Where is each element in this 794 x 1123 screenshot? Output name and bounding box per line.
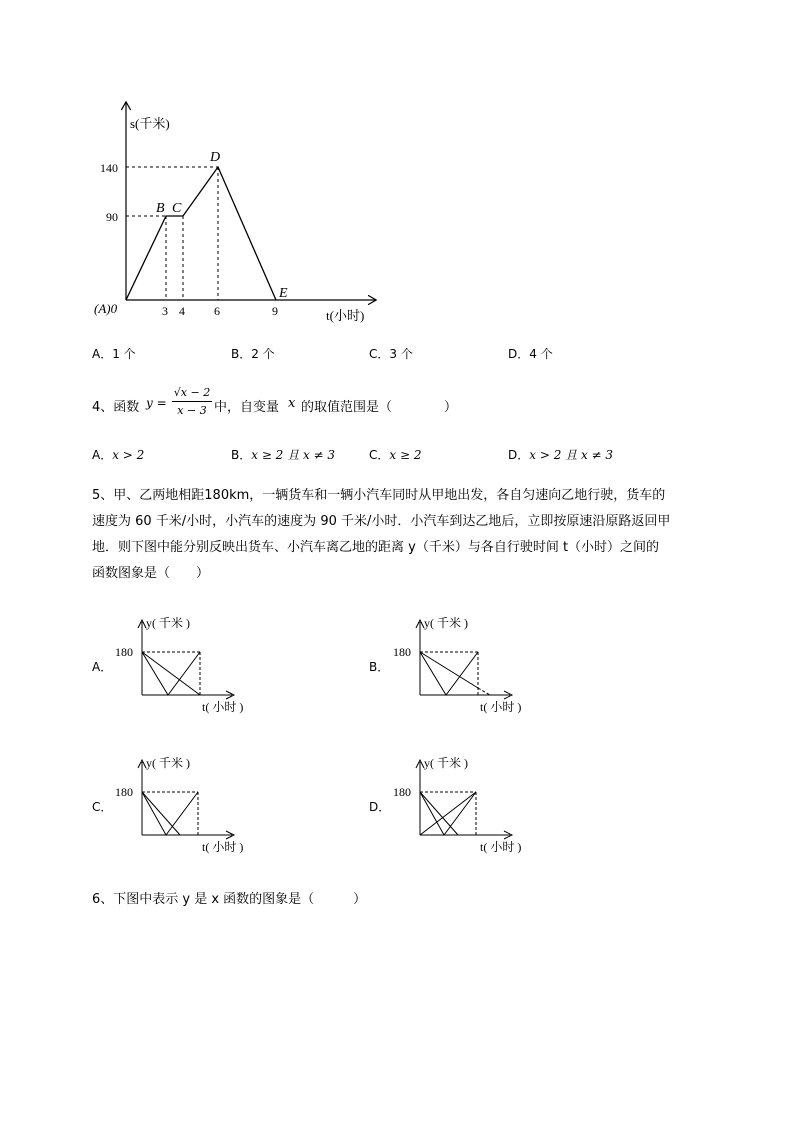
q5-graph-c-y-value: 180 [115,785,133,799]
q4-option-b: B．x ≥ 2 且 x ≠ 3 [231,448,336,462]
point-label-e: E [279,286,288,301]
q5-option-d-letter: D． [369,800,391,814]
q5-graph-d-y-value: 180 [393,785,411,799]
x-tick-4: 4 [179,304,185,318]
q4-option-d: D．x > 2 且 x ≠ 3 [508,448,614,462]
q5-graph-b-x-label: t( 小时 ) [480,700,522,714]
origin-label: (A)0 [94,301,118,316]
q5-graph-d-y-label: y( 千米 ) [424,756,468,770]
point-label-b: B [156,201,165,216]
q5-graph-d [388,750,548,860]
journey-path [126,167,276,300]
question-5 [92,483,732,587]
q4-fraction [172,386,212,418]
q5-graph-c-x-label: t( 小时 ) [202,840,244,854]
q4-func-y: y = [146,396,167,410]
x-tick-6: 6 [214,304,220,318]
q5-graph-a-y-value: 180 [115,645,133,659]
q5-option-c-letter: C． [92,800,113,814]
q5-graph-b-y-value: 180 [393,645,411,659]
x-tick-3: 3 [162,304,168,318]
point-label-c: C [172,201,182,216]
q4-denominator: x − 3 [177,404,207,417]
q4-option-a: A．x > 2 [92,448,145,462]
q3-option-b: B．2 个 [231,347,275,361]
q5-option-a-letter: A． [92,660,113,674]
q4-after: 中，自变量 [214,400,280,415]
q5-line-1: 5、甲、乙两地相距180km，一辆货车和一辆小汽车同时从甲地出发，各自匀速向乙地行驶，货车的 [92,488,666,503]
q5-graph-a [110,610,270,720]
q5-line-2: 速度为 60 千米/小时，小汽车的速度为 90 千米/小时．小汽车到达乙地后，立即按原速沿原路返回甲 [92,514,671,529]
x-tick-9: 9 [272,304,278,318]
y-tick-90: 90 [106,210,118,224]
q5-line-3: 地．则下图中能分别反映出货车、小汽车离乙地的距离 y（千米）与各自行驶时间 t（小时）之间的 [92,540,660,555]
q4-numerator: √x − 2 [172,386,212,402]
x-axis-label: t(小时) [326,308,365,323]
q5-graph-b [388,610,548,720]
q4-option-c: C．x ≥ 2 [369,448,422,462]
q5-graph-a-y-label: y( 千米 ) [146,616,190,630]
question-6: 6、下图中表示 y 是 x 函数的图象是（ ） [92,892,367,907]
q3-option-a: A．1 个 [92,347,136,361]
q3-option-d: D．4 个 [508,347,553,361]
q5-graph-b-y-label: y( 千米 ) [424,616,468,630]
q5-graph-a-x-label: t( 小时 ) [202,700,244,714]
q3-option-c: C．3 个 [369,347,413,361]
q4-var: x [288,396,296,411]
y-tick-140: 140 [100,161,118,175]
q5-graph-c [110,750,270,860]
q5-graph-d-x-label: t( 小时 ) [480,840,522,854]
q4-tail: 的取值范围是（ ） [301,400,458,415]
q5-graph-c-y-label: y( 千米 ) [146,756,190,770]
q4-number: 4、函数 [92,400,140,415]
main-distance-time-graph [90,95,390,330]
point-label-d: D [210,150,221,165]
q5-line-4: 函数图象是（ ） [92,566,210,581]
y-axis-label: s(千米) [130,116,170,131]
q5-option-b-letter: B． [369,660,390,674]
